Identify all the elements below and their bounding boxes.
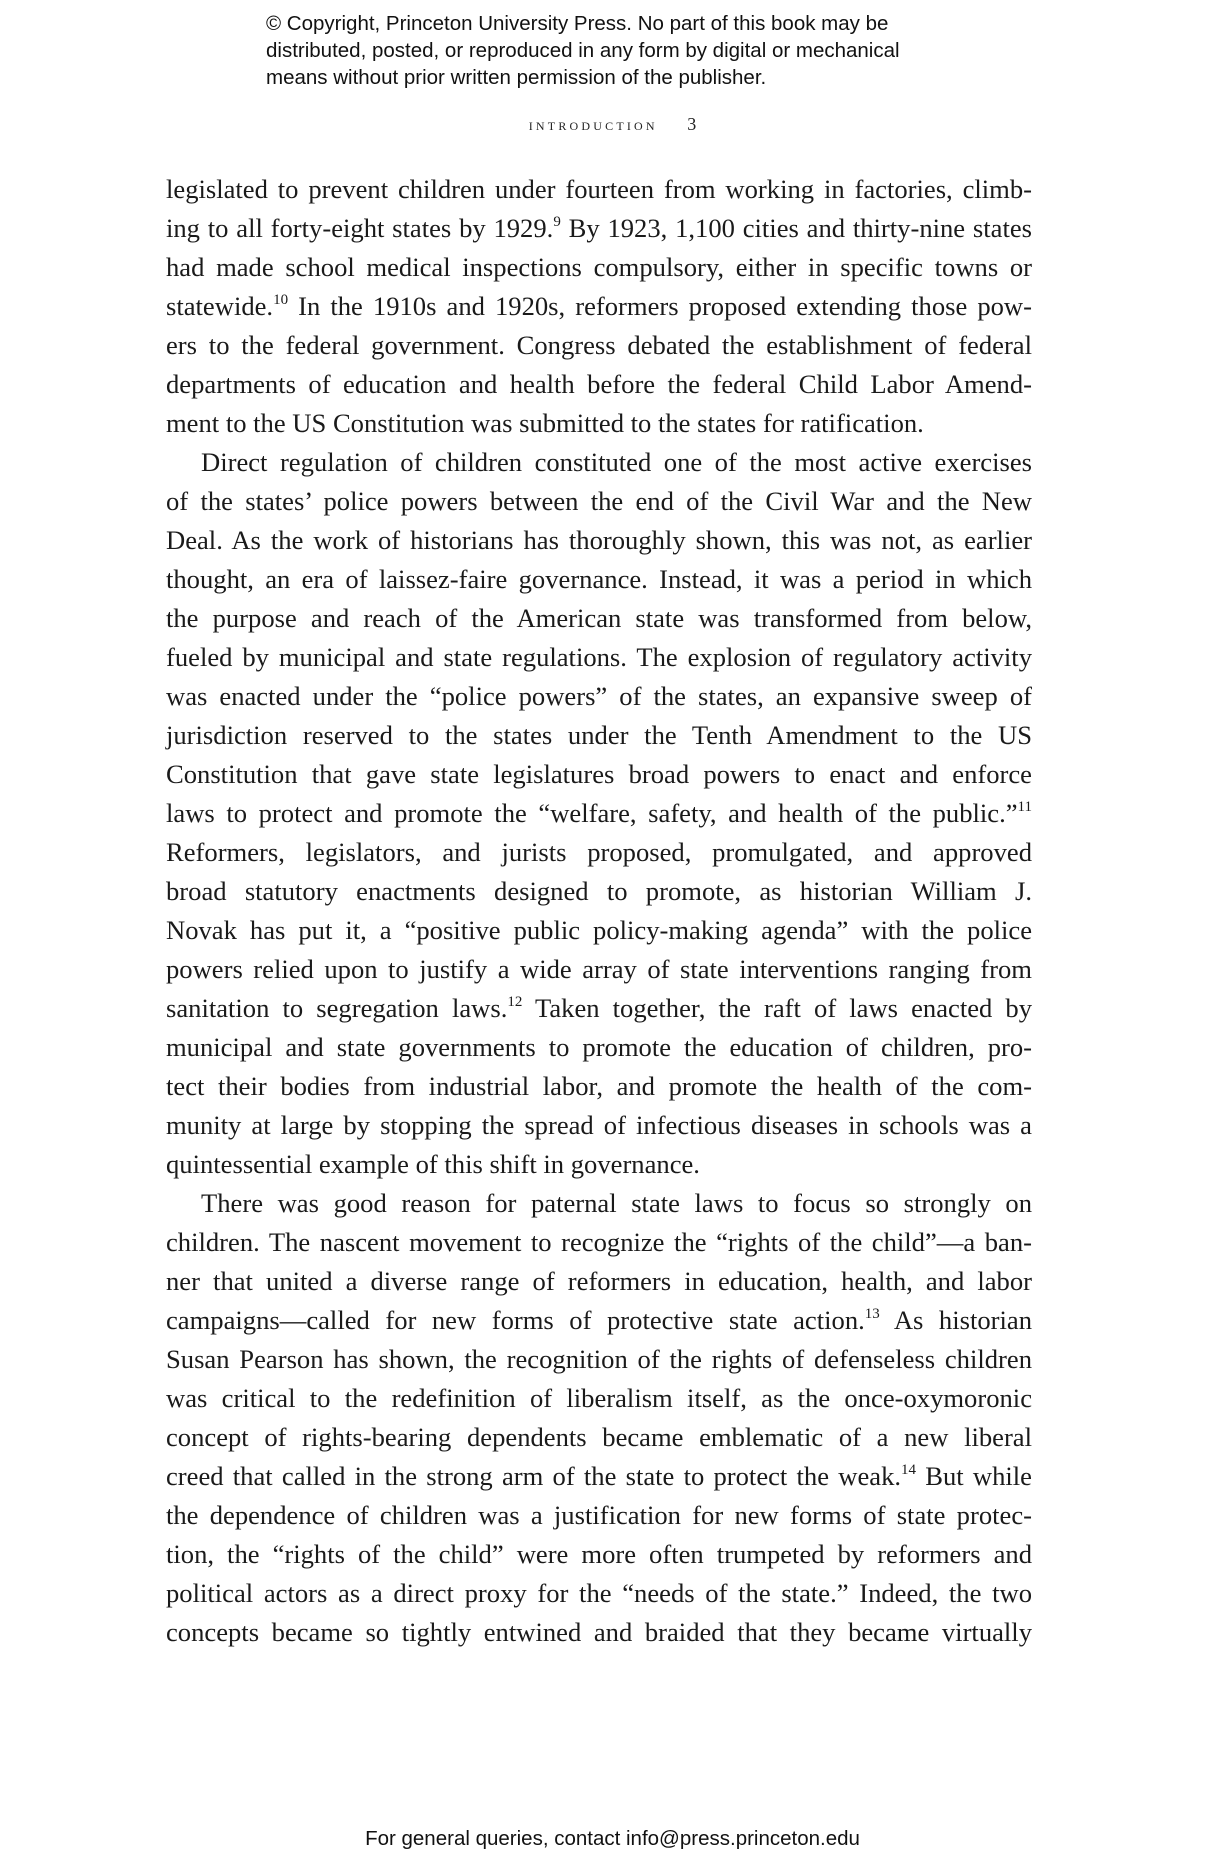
copyright-line: means without prior written permission of the publisher. — [266, 66, 767, 89]
text-line: Constitution that gave state legislatures broad powers to enact and enforce — [166, 759, 1032, 789]
text-span: statewide. — [166, 291, 274, 321]
text-line: municipal and state governments to promote the education of children, pro- — [166, 1032, 1032, 1062]
text-line: broad statutory enactments designed to promote, as historian William J. — [166, 876, 1032, 906]
text-line: powers relied upon to justify a wide array of state interventions ranging from — [166, 954, 1032, 984]
running-head — [0, 114, 1225, 135]
text-line: tion, the “rights of the child” were more often trumpeted by reformers and — [166, 1539, 1032, 1569]
text-line: munity at large by stopping the spread of infectious diseases in schools was a — [166, 1110, 1032, 1140]
footnote-ref: 11 — [1017, 799, 1032, 815]
text-line: the dependence of children was a justification for new forms of state protec- — [166, 1500, 1032, 1530]
copyright-line: © Copyright, Princeton University Press. No part of this book may be — [266, 12, 889, 35]
text-line: of the states’ police powers between the end of the Civil War and the New — [166, 486, 1032, 516]
copyright-line: distributed, posted, or reproduced in any form by digital or mechanical — [266, 39, 900, 62]
text-span: As historian — [879, 1305, 1032, 1335]
footnote-ref: 13 — [864, 1306, 880, 1322]
footnote-ref: 10 — [273, 292, 289, 308]
text-span: ing to all forty-eight states by 1929. — [166, 213, 554, 243]
text-line: Deal. As the work of historians has thoroughly shown, this was not, as earlier — [166, 525, 1032, 555]
footnote-ref: 14 — [901, 1462, 917, 1478]
text-line: departments of education and health before the federal Child Labor Amend- — [166, 369, 1032, 399]
text-line — [166, 989, 1032, 1028]
text-line: thought, an era of laissez-faire governance. Instead, it was a period in which — [166, 564, 1032, 594]
text-line — [166, 1457, 1032, 1496]
text-span: sanitation to segregation laws. — [166, 993, 508, 1023]
text-line: tect their bodies from industrial labor, and promote the health of the com- — [166, 1071, 1032, 1101]
text-line: the purpose and reach of the American state was transformed from below, — [166, 603, 1032, 633]
text-line: quintessential example of this shift in governance. — [166, 1149, 700, 1179]
running-head-section: introduction — [528, 115, 658, 134]
text-span: campaigns—called for new forms of protective state action. — [166, 1305, 865, 1335]
text-line — [166, 287, 1032, 326]
text-line: children. The nascent movement to recognize the “rights of the child”—a ban- — [166, 1227, 1032, 1257]
text-line — [166, 209, 1032, 248]
text-line: Direct regulation of children constituted one of the most active exercises — [201, 447, 1032, 477]
footnote-ref: 12 — [507, 994, 523, 1010]
text-span: creed that called in the strong arm of the state to protect the weak. — [166, 1461, 902, 1491]
page-number: 3 — [687, 114, 697, 134]
text-line: There was good reason for paternal state laws to focus so strongly on — [201, 1188, 1032, 1218]
text-line — [166, 794, 1032, 833]
footnote-ref: 9 — [553, 214, 561, 230]
text-span: laws to protect and promote the “welfare, safety, and health of the public.” — [166, 798, 1018, 828]
footer-contact: For general queries, contact info@press.princeton.edu — [365, 1827, 860, 1850]
copyright-notice — [266, 10, 1026, 91]
text-line: political actors as a direct proxy for the “needs of the state.” Indeed, the two — [166, 1578, 1032, 1608]
text-line — [166, 1301, 1032, 1340]
text-line: jurisdiction reserved to the states under the Tenth Amendment to the US — [166, 720, 1032, 750]
text-line: Susan Pearson has shown, the recognition of the rights of defenseless children — [166, 1344, 1032, 1374]
text-line: legislated to prevent children under fourteen from working in factories, climb- — [166, 174, 1032, 204]
text-span: In the 1910s and 1920s, reformers proposed extending those pow- — [288, 291, 1032, 321]
paragraph — [166, 443, 1032, 1184]
text-line: Novak has put it, a “positive public policy-making agenda” with the police — [166, 915, 1032, 945]
text-line: had made school medical inspections compulsory, either in specific towns or — [166, 252, 1032, 282]
text-line: concept of rights-bearing dependents became emblematic of a new liberal — [166, 1422, 1032, 1452]
paragraph — [166, 1184, 1032, 1652]
body-text — [166, 170, 1032, 1652]
text-line: concepts became so tightly entwined and braided that they became virtually — [166, 1617, 1032, 1647]
text-span: By 1923, 1,100 cities and thirty-nine states — [560, 213, 1032, 243]
text-span: Taken together, the raft of laws enacted by — [522, 993, 1032, 1023]
text-line: Reformers, legislators, and jurists proposed, promulgated, and approved — [166, 837, 1032, 867]
paragraph — [166, 170, 1032, 443]
text-line: was enacted under the “police powers” of the states, an expansive sweep of — [166, 681, 1032, 711]
text-line: fueled by municipal and state regulations. The explosion of regulatory activity — [166, 642, 1032, 672]
text-line: was critical to the redefinition of liberalism itself, as the once-oxymoronic — [166, 1383, 1032, 1413]
text-line: ner that united a diverse range of reformers in education, health, and labor — [166, 1266, 1032, 1296]
text-line: ers to the federal government. Congress debated the establishment of federal — [166, 330, 1032, 360]
text-line: ment to the US Constitution was submitted to the states for ratification. — [166, 408, 924, 438]
text-span: But while — [916, 1461, 1032, 1491]
